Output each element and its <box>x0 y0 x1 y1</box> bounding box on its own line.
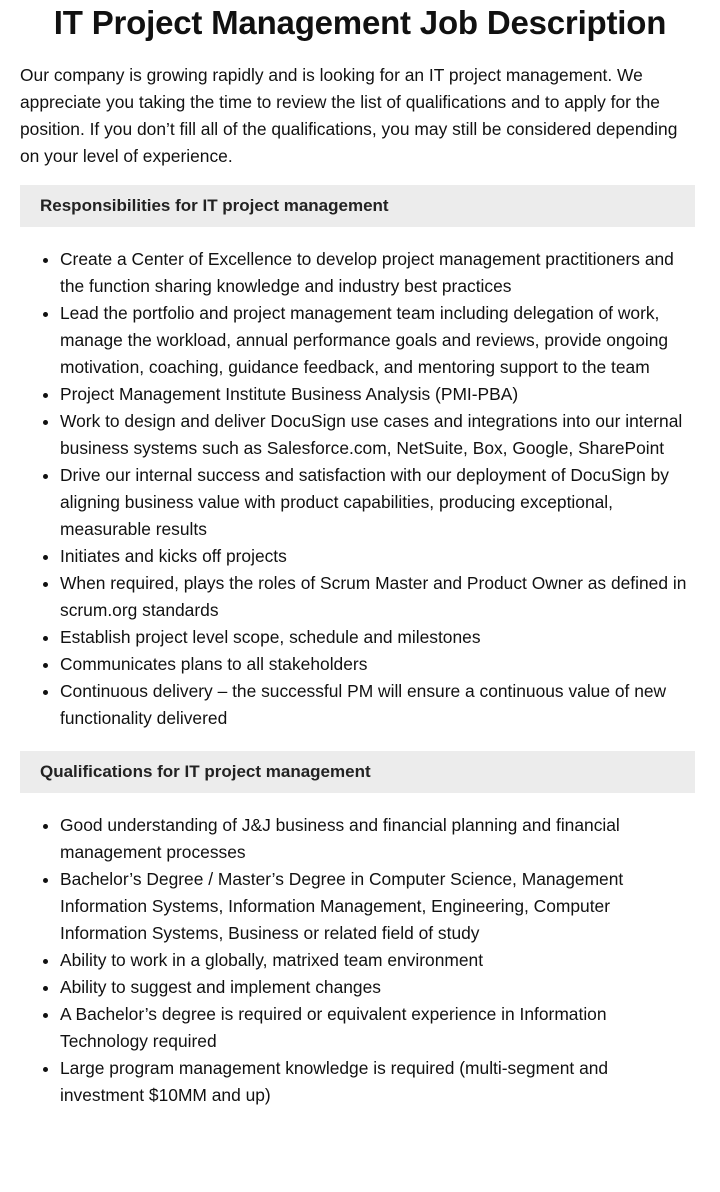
list-item: • Communicates plans to all stakeholders <box>60 651 695 678</box>
list-item: • Create a Center of Excellence to develop project management practitioners and the function sharing knowledge and industry best practices <box>60 246 695 300</box>
list-item: • Establish project level scope, schedule and milestones <box>60 624 695 651</box>
page-title: IT Project Management Job Description <box>53 4 667 41</box>
list-item: • A Bachelor’s degree is required or equivalent experience in Information Technology required <box>60 1001 695 1055</box>
list-item: • Drive our internal success and satisfaction with our deployment of DocuSign by aligning business value with product capabilities, producing exceptional, measurable results <box>60 462 695 543</box>
list-item: • Project Management Institute Business Analysis (PMI-PBA) <box>60 381 695 408</box>
intro-paragraph: Our company is growing rapidly and is looking for an IT project management. We appreciate you taking the time to review the list of qualifications and to apply for the position. If you don’t fill all of the qualifications, you may still be considered depending on your level of experience. <box>20 65 678 166</box>
list-item: • Lead the portfolio and project management team including delegation of work, manage the workload, annual performance goals and reviews, provide ongoing motivation, coaching, guidance feedback, and mentoring support to the team <box>60 300 695 381</box>
list-item: • Good understanding of J&J business and financial planning and financial management processes <box>60 812 695 866</box>
list-item: • Ability to suggest and implement changes <box>60 974 695 1001</box>
list-item: • When required, plays the roles of Scrum Master and Product Owner as defined in scrum.org standards <box>60 570 695 624</box>
responsibilities-list <box>20 246 695 732</box>
list-item: • Large program management knowledge is required (multi-segment and investment $10MM and up) <box>60 1055 695 1109</box>
list-item: • Work to design and deliver DocuSign use cases and integrations into our internal business systems such as Salesforce.com, NetSuite, Box, Google, SharePoint <box>60 408 695 462</box>
list-item: • Initiates and kicks off projects <box>60 543 695 570</box>
list-item: • Ability to work in a globally, matrixed team environment <box>60 947 695 974</box>
qualifications-heading: Qualifications for IT project management <box>20 751 695 793</box>
list-item: • Bachelor’s Degree / Master’s Degree in Computer Science, Management Information Systems, Information Management, Engineering, Computer Information Systems, Business or related field of study <box>60 866 695 947</box>
responsibilities-heading: Responsibilities for IT project management <box>20 185 695 227</box>
qualifications-list <box>20 812 695 1109</box>
list-item: • Continuous delivery – the successful PM will ensure a continuous value of new functionality delivered <box>60 678 695 732</box>
